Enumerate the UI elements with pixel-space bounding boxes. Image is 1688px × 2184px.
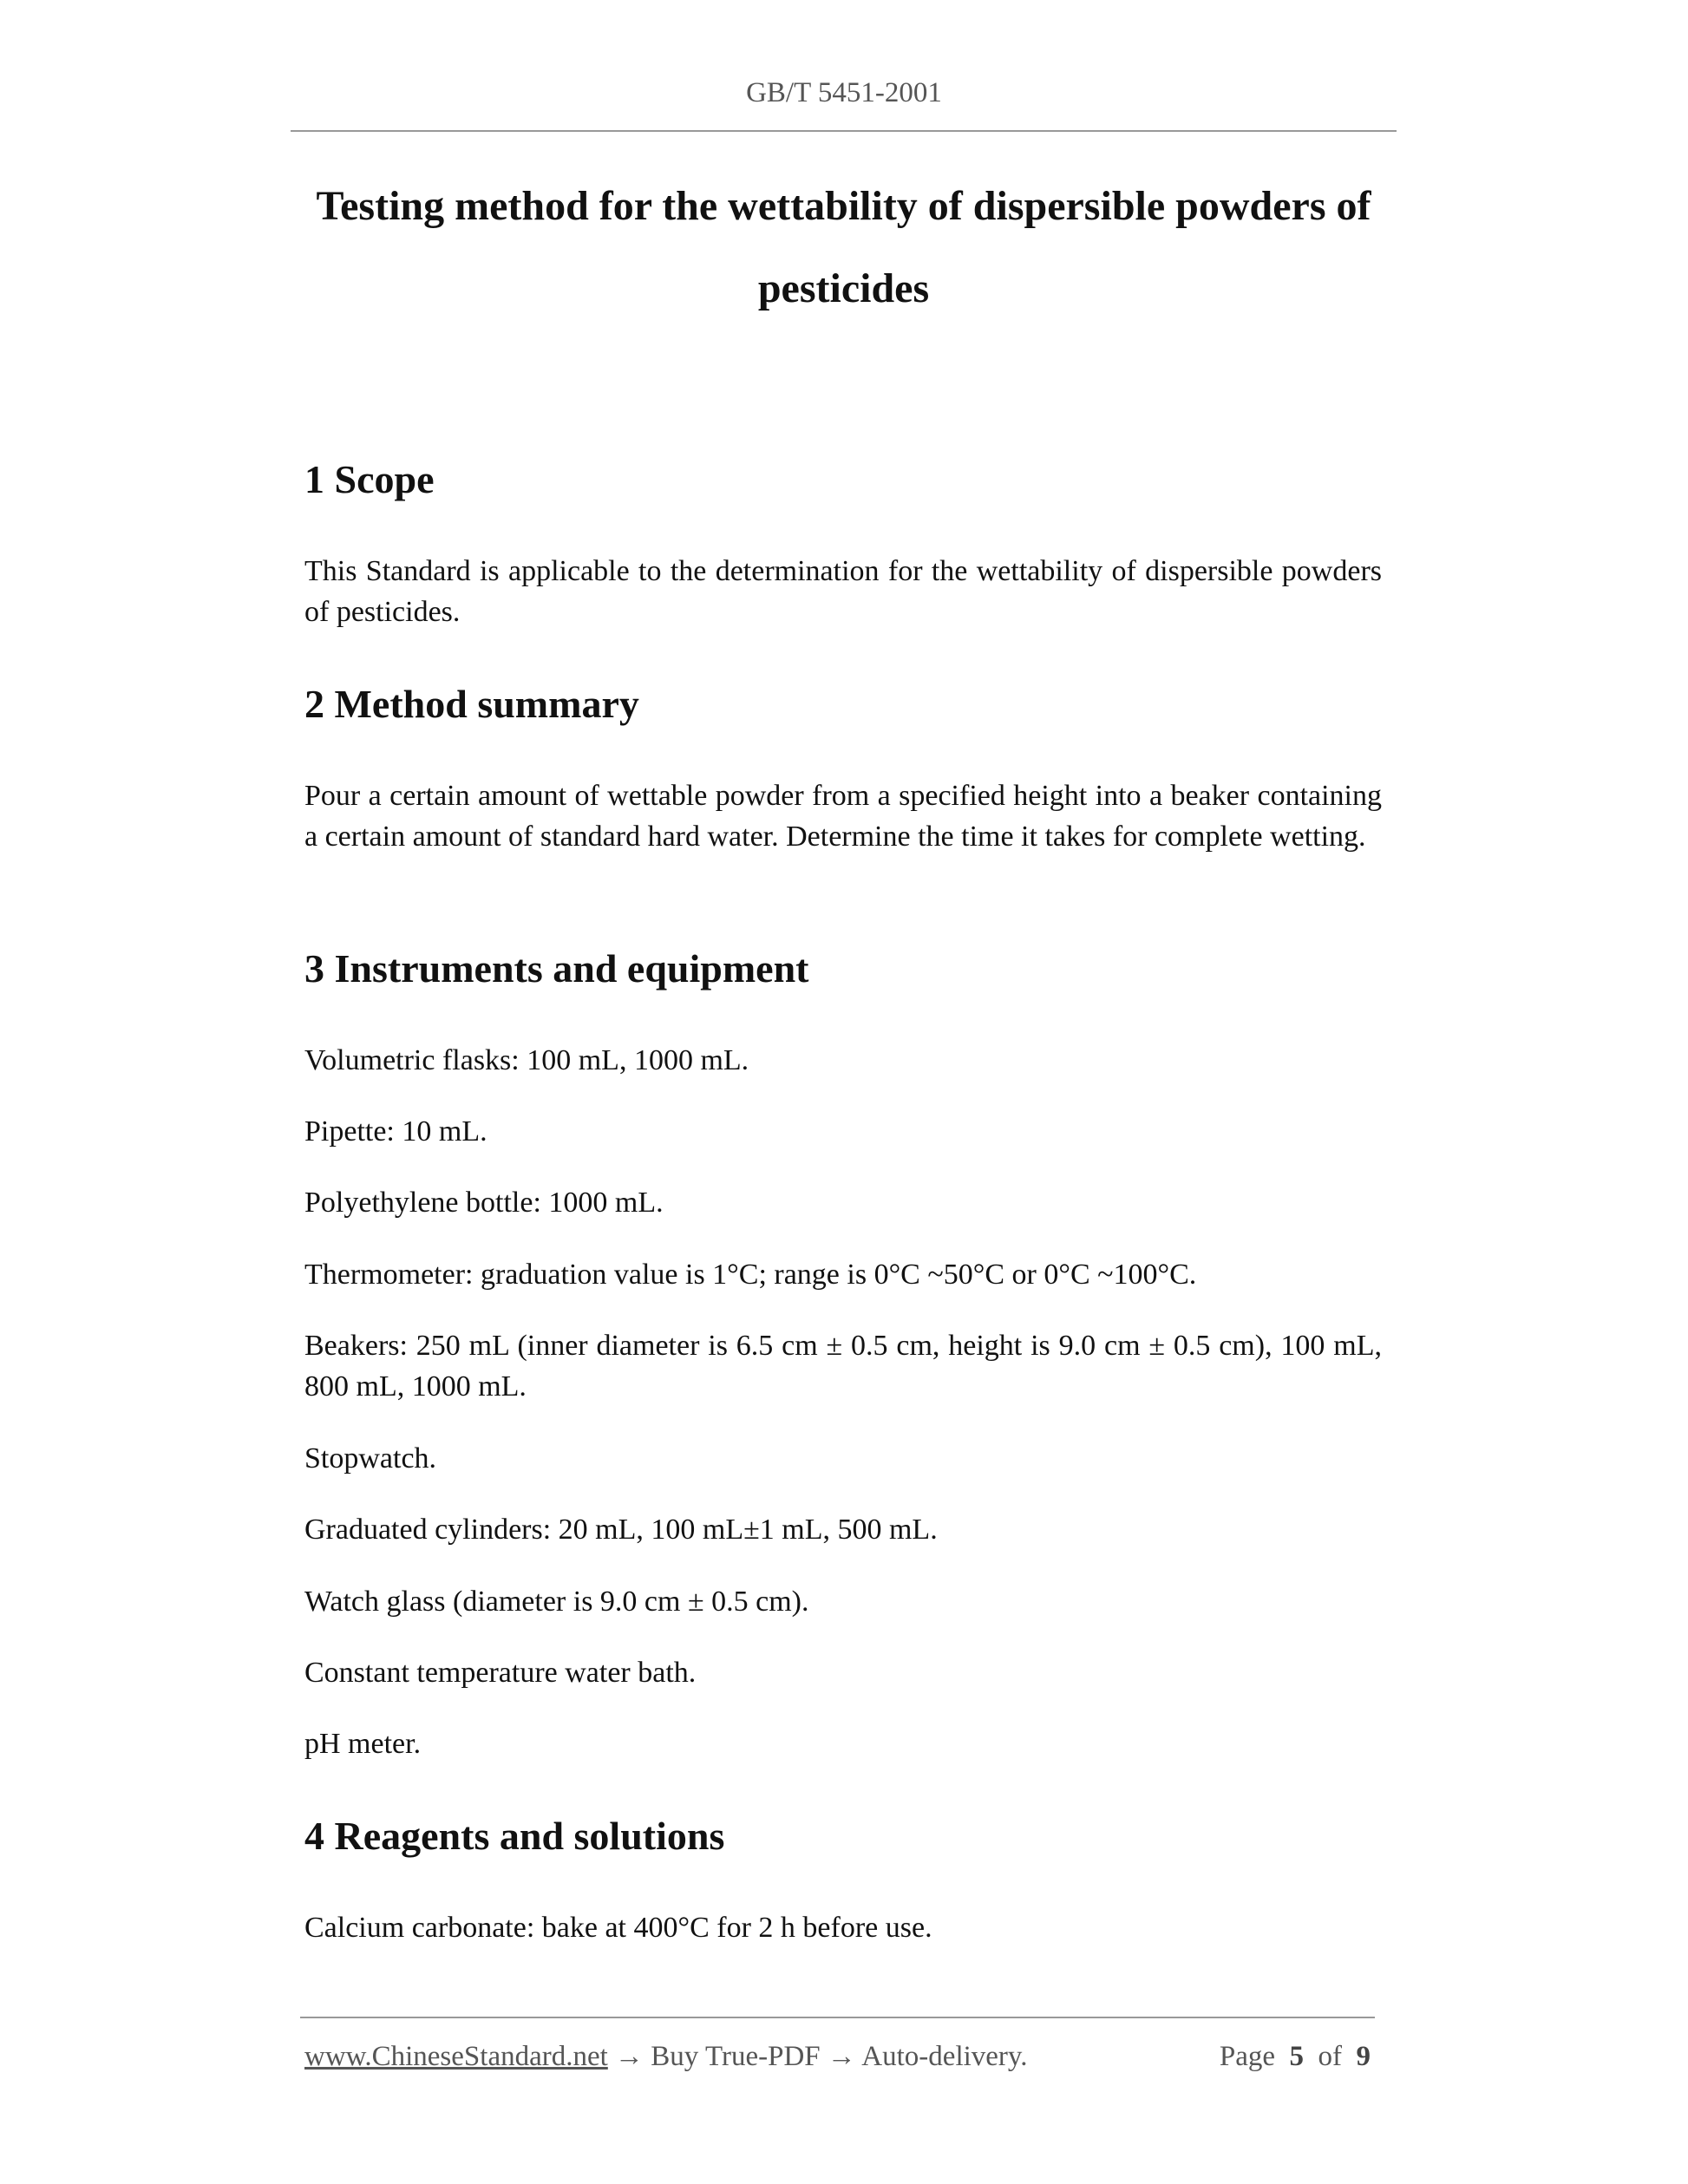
instrument-item: Stopwatch. [304, 1442, 437, 1475]
scope-paragraph: This Standard is applicable to the determination for the wettability of dispersible powders of pesticides. [304, 555, 1382, 628]
page-indicator [1220, 2038, 1371, 2075]
instrument-item: Constant temperature water bath. [304, 1657, 697, 1689]
instrument-item: Pipette: 10 mL. [304, 1115, 487, 1148]
section-heading-method-summary: 2 Method summary [304, 682, 639, 726]
instrument-item: Graduated cylinders: 20 mL, 100 mL±1 mL, 500 mL. [304, 1514, 938, 1546]
section-heading-reagents: 4 Reagents and solutions [304, 1814, 725, 1858]
footer-promo [304, 2038, 1028, 2075]
section-heading-scope: 1 Scope [304, 457, 435, 501]
instrument-item: pH meter. [304, 1728, 422, 1760]
page-label: Page [1219, 2041, 1275, 2072]
instrument-item: Beakers: 250 mL (inner diameter is 6.5 cm ± 0.5 cm, height is 9.0 cm ± 0.5 cm), 100 mL, 800 mL, 1000 mL. [304, 1330, 1382, 1403]
total-pages: 9 [1356, 2041, 1371, 2072]
footer-divider [300, 2017, 1375, 2018]
instrument-item: Thermometer: graduation value is 1°C; range is 0°C ~50°C or 0°C ~100°C. [304, 1259, 1197, 1291]
document-id-header: GB/T 5451-2001 [746, 77, 942, 108]
reagent-item: Calcium carbonate: bake at 400°C for 2 h before use. [304, 1912, 932, 1944]
header-divider [291, 130, 1397, 132]
footer-promo-text: → Buy True-PDF → Auto-delivery. [607, 2041, 1028, 2072]
document-title: Testing method for the wettability of dispersible powders of pesticides [316, 183, 1371, 311]
instrument-item: Volumetric flasks: 100 mL, 1000 mL. [304, 1044, 749, 1076]
website-link[interactable]: www.ChineseStandard.net [304, 2041, 608, 2072]
instrument-item: Polyethylene bottle: 1000 mL. [304, 1187, 664, 1219]
instrument-item: Watch glass (diameter is 9.0 cm ± 0.5 cm). [304, 1586, 809, 1618]
current-page: 5 [1289, 2041, 1304, 2072]
method-summary-paragraph: Pour a certain amount of wettable powder from a specified height into a beaker containing a certain amount of standard hard water. Determine the time it takes for complete wetting. [304, 780, 1382, 853]
section-heading-instruments: 3 Instruments and equipment [304, 946, 809, 991]
of-label: of [1318, 2041, 1342, 2072]
